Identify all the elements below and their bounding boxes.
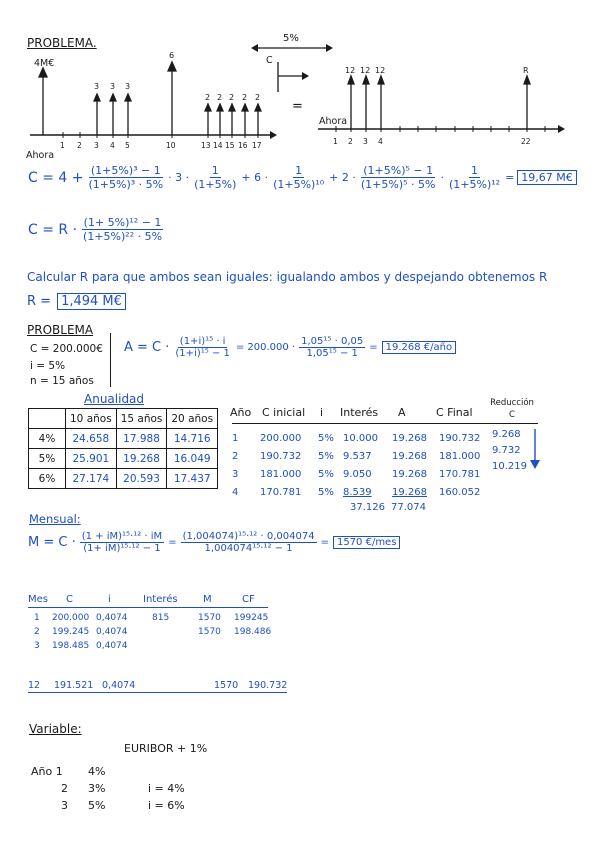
eq1-frac3-num: 1 [295, 164, 303, 177]
table-cell: 19.268 [392, 433, 427, 444]
eq1-frac4-num: (1+5%)⁵ − 1 [363, 164, 434, 177]
c-label: C [266, 55, 273, 66]
tick-label: 16 [238, 141, 248, 150]
eq1-frac1-den: (1+5%)³ · 5% [88, 178, 164, 191]
tick-label: 15 [225, 141, 235, 150]
cashflow-height: 3 [110, 82, 116, 91]
monthly-col-cf [234, 611, 271, 639]
table-cell: 5% [318, 451, 334, 462]
variable-year: 2 [61, 782, 68, 795]
tick-label: 4 [110, 141, 115, 150]
tick-label: 17 [252, 141, 262, 150]
monthly-header: i [108, 594, 111, 605]
variable-title: Variable: [29, 722, 82, 736]
table-row [29, 469, 218, 489]
table-cell: 19.268 [392, 469, 427, 480]
monthly-header: Mes [28, 594, 48, 605]
table-cell: 10.219 [492, 461, 527, 472]
eq1-frac3-den: (1+5%)¹⁰ [273, 178, 325, 191]
cashflow-height: 6 [169, 51, 175, 60]
schedule-header: Año [230, 406, 252, 419]
annuity-num2: 1,05¹⁵ · 0,05 [301, 336, 364, 347]
cashflow-height: 3 [125, 82, 131, 91]
schedule-col-rate [318, 430, 334, 502]
table-cell: 14.716 [167, 429, 218, 449]
table-cell: 170.781 [439, 469, 481, 480]
schedule-col-cinicial [260, 430, 301, 502]
table-cell: 200.000 [260, 433, 302, 444]
table-cell: 19.268 [116, 449, 167, 469]
monthly-header: C [66, 594, 73, 605]
cashflow-height: 2 [217, 93, 223, 102]
given-capital: C = 200.000€ [30, 343, 103, 355]
monthly-col-interes [152, 611, 169, 625]
tick-label: 4 [378, 137, 383, 146]
table-header: 20 años [167, 409, 218, 429]
schedule-col-reduccion [492, 427, 527, 475]
variable-effective-rate: i = 4% [148, 782, 185, 795]
variable-effective-rate: i = 6% [148, 799, 185, 812]
r-value: 1,494 M€ [57, 293, 126, 310]
monthly-result: 1570 €/mes [333, 536, 400, 549]
table-cell: 9.050 [343, 469, 372, 480]
anualidad-table [28, 408, 218, 489]
tick-label: 2 [348, 137, 353, 146]
equation-annuity [28, 216, 164, 243]
monthly-col-mes [34, 611, 40, 653]
tick-label: 14 [213, 141, 223, 150]
table-cell: 9.537 [343, 451, 372, 462]
table-cell: 191.521 [54, 680, 94, 691]
annuity-num: (1+i)¹⁵ · i [179, 336, 226, 347]
tick-label: 3 [94, 141, 99, 150]
eq2-den: (1+5%)²² · 5% [83, 230, 163, 243]
eq1-frac5-den: (1+5%)¹² [448, 178, 501, 191]
cashflow-height: 2 [242, 93, 248, 102]
variable-rate: 4% [88, 765, 106, 778]
timeline-start-label: Ahora [26, 150, 55, 161]
table-cell: 2 [232, 451, 239, 462]
table-cell: 1570 [214, 680, 239, 691]
monthly-num2: (1,004074)¹⁵·¹² · 0,004074 [182, 531, 315, 542]
schedule-header: i [320, 406, 324, 419]
table-cell: 5% [318, 433, 334, 444]
schedule-col-interes [343, 430, 378, 502]
timeline-left-diagram [0, 0, 600, 170]
eq1-frac4-den: (1+5%)⁵ · 5% [360, 178, 436, 191]
table-cell: 4 [232, 487, 239, 498]
monthly-col-m [198, 611, 221, 639]
cashflow-height: 12 [345, 66, 356, 75]
monthly-eq: = [168, 537, 177, 548]
table-cell: 25.901 [66, 449, 117, 469]
table-cell: 190.732 [439, 433, 481, 444]
table-cell: 0,4074 [102, 680, 136, 691]
table-cell: 9.268 [492, 429, 521, 440]
table-cell: 5% [318, 487, 334, 498]
table-cell: 6% [29, 469, 66, 489]
problem1-title: PROBLEMA. [27, 36, 97, 50]
timeline-top-label: 4M€ [34, 58, 55, 69]
table-cell: 3 [34, 641, 40, 651]
monthly-last-row [28, 680, 287, 693]
table-cell [29, 409, 66, 429]
table-cell: 160.052 [439, 487, 481, 498]
r-prefix: R = [27, 294, 52, 309]
monthly-den: (1+ iM)¹⁵·¹² − 1 [83, 543, 161, 554]
table-cell: 181.000 [439, 451, 481, 462]
down-arrow-icon [528, 428, 542, 470]
instruction-sentence: Calcular R para que ambos sean iguales: igualando ambos y despejando obtenemos R [27, 270, 548, 284]
schedule-col-a [392, 430, 427, 502]
table-cell: 190.732 [248, 680, 288, 691]
table-cell: 1 [232, 433, 239, 444]
mensual-title: Mensual: [29, 512, 81, 526]
table-cell: 199.245 [52, 627, 90, 637]
monthly-num: (1 + iM)¹⁵·¹² · iM [81, 531, 163, 542]
table-cell: 17.437 [167, 469, 218, 489]
table-cell: 17.988 [116, 429, 167, 449]
eq1-lhs: C = 4 + [28, 169, 84, 186]
monthly-header: Interés [143, 594, 178, 605]
cashflow-height: 2 [255, 93, 261, 102]
cashflow-height: R [523, 66, 529, 75]
table-cell: 2 [34, 627, 40, 637]
given-rate: i = 5% [30, 360, 66, 372]
eq1-frac2-den: (1+5%) [194, 178, 237, 191]
eq1-result: 19,67 M€ [517, 170, 576, 185]
table-cell: 0,4074 [96, 613, 128, 623]
table-cell: 3 [232, 469, 239, 480]
table-cell: 198.486 [234, 627, 272, 637]
table-header: 10 años [66, 409, 117, 429]
eq1-frac2-num: 1 [211, 164, 219, 177]
schedule-total-interes: 37.126 [350, 502, 385, 513]
table-cell: 24.658 [66, 429, 117, 449]
variable-rate: 5% [88, 799, 106, 812]
table-row [29, 409, 218, 429]
table-cell: 27.174 [66, 469, 117, 489]
variable-year: Año 1 [31, 765, 63, 778]
table-cell: 4% [29, 429, 66, 449]
schedule-header: C Final [436, 406, 473, 419]
eq1-term1: · 3 · [168, 171, 190, 184]
table-cell: 9.732 [492, 445, 521, 456]
annuity-mid: = 200.000 · [235, 342, 296, 353]
table-cell: 5% [318, 469, 334, 480]
monthly-header-rule [28, 607, 268, 608]
table-cell [156, 680, 208, 691]
cashflow-height: 2 [229, 93, 235, 102]
table-cell: 19.268 [392, 487, 427, 498]
monthly-den2: 1,004074¹⁵·¹² − 1 [204, 543, 293, 554]
table-cell: 170.781 [260, 487, 302, 498]
table-cell: 0,4074 [96, 641, 128, 651]
givens-divider [110, 333, 111, 387]
variable-year: 3 [61, 799, 68, 812]
table-cell: 0,4074 [96, 627, 128, 637]
tick-label: 1 [60, 141, 65, 150]
tick-label: 2 [77, 141, 82, 150]
table-cell: 198.485 [52, 641, 90, 651]
monthly-col-c [52, 611, 89, 653]
table-header: 15 años [116, 409, 167, 429]
annuity-den2: 1,05¹⁵ − 1 [306, 348, 358, 359]
table-cell: 16.049 [167, 449, 218, 469]
schedule-header-rule [232, 423, 538, 424]
table-cell: 10.000 [343, 433, 378, 444]
schedule-header: C inicial [262, 406, 306, 419]
tick-label: 13 [201, 141, 211, 150]
rate-label: 5% [283, 33, 299, 44]
table-cell: 1 [34, 613, 40, 623]
monthly-lhs: M = C · [28, 535, 76, 550]
table-cell: 815 [152, 613, 170, 623]
equation-present-value [28, 164, 577, 191]
eq1-term2: + 6 · [241, 171, 269, 184]
monthly-header: M [203, 594, 212, 605]
tick-label: 1 [333, 137, 338, 146]
schedule-header: Interés [340, 406, 379, 419]
schedule-total-a: 77.074 [391, 502, 426, 513]
annuity-formula [124, 336, 456, 359]
problem2-title: PROBLEMA [27, 323, 94, 337]
tick-label: 3 [363, 137, 368, 146]
cashflow-height: 12 [375, 66, 386, 75]
eq1-term4: · [440, 171, 444, 184]
table-cell: 20.593 [116, 469, 167, 489]
cashflow-height: 12 [360, 66, 371, 75]
anualidad-title: Anualidad [84, 392, 145, 406]
table-cell: 19.268 [392, 451, 427, 462]
table-cell: 1570 [198, 627, 221, 637]
schedule-col-cfinal [439, 430, 480, 502]
monthly-formula [28, 531, 400, 554]
eq1-term3: + 2 · [329, 171, 356, 184]
eq1-term5: = [505, 171, 515, 184]
monthly-eq2: = [320, 537, 329, 548]
table-cell: 200.000 [52, 613, 90, 623]
cashflow-height: 2 [205, 93, 211, 102]
table-cell: 190.732 [260, 451, 302, 462]
eq1-frac5-num: 1 [471, 164, 479, 177]
tick-label: 5 [125, 141, 130, 150]
monthly-col-i [96, 611, 128, 653]
annuity-lhs: A = C · [124, 340, 170, 355]
variable-rate: 3% [88, 782, 106, 795]
cashflow-height: 3 [94, 82, 100, 91]
table-row [29, 429, 218, 449]
table-cell: 12 [28, 680, 41, 691]
given-years: n = 15 años [30, 375, 94, 387]
annuity-den: (1+i)¹⁵ − 1 [175, 348, 230, 359]
schedule-col-year [232, 430, 238, 502]
tick-label: 10 [166, 141, 176, 150]
annuity-result: 19.268 €/año [382, 341, 456, 354]
table-row [29, 449, 218, 469]
schedule-header: A [398, 406, 406, 419]
schedule-header: Reducción C [490, 398, 534, 420]
table-cell: 181.000 [260, 469, 302, 480]
table-cell: 5% [29, 449, 66, 469]
r-result [27, 293, 126, 310]
tick-label: 22 [521, 137, 531, 146]
euribor-label: EURIBOR + 1% [124, 742, 208, 755]
table-cell: 8.539 [343, 487, 372, 498]
equals-sign: = [292, 99, 303, 114]
annuity-eq: = [369, 342, 378, 353]
eq2-num: (1+ 5%)¹² − 1 [83, 216, 162, 229]
table-cell: 1570 [198, 613, 221, 623]
table-cell: 199245 [234, 613, 269, 623]
eq1-frac1-num: (1+5%)³ − 1 [90, 164, 161, 177]
eq2-lhs: C = R · [28, 221, 78, 238]
timeline-right-start-label: Ahora [319, 116, 348, 127]
monthly-header: CF [242, 594, 255, 605]
